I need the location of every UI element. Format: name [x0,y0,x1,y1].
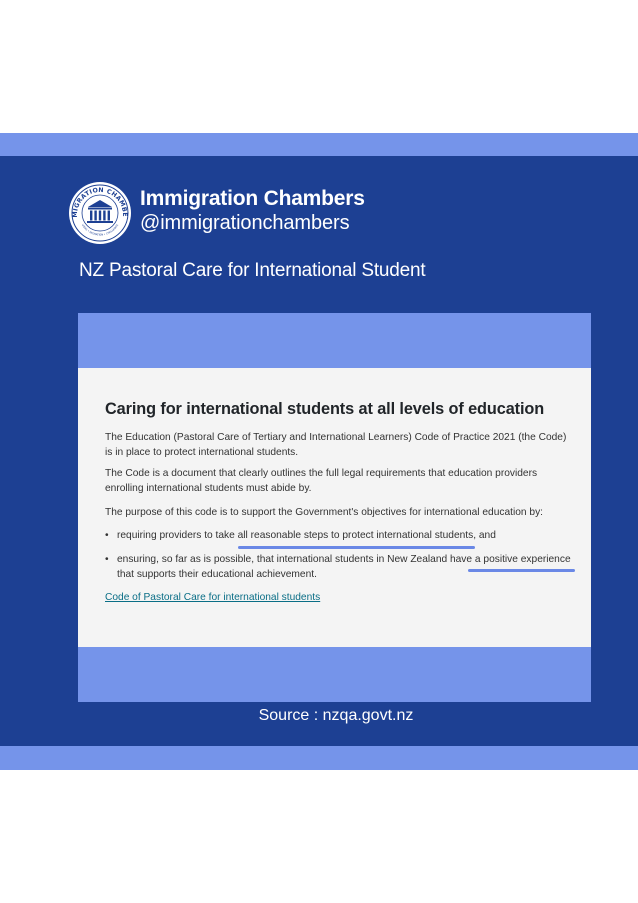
list-item-text: ensuring, so far as is possible, that international students in New Zealand have a positive experience that supports their educational achievement. [117,554,571,580]
bullet-marker: • [105,554,109,565]
card-paragraph-1: The Education (Pastoral Care of Tertiary and International Learners) Code of Practice 2021 (the Code) is in place to protect international students. [105,432,567,458]
source-caption: Source : nzqa.govt.nz [258,707,414,724]
card-title: Caring for international students at all levels of education [105,400,545,418]
highlight-underline [238,546,475,549]
immigration-chambers-logo [68,181,132,245]
list-item-text: requiring providers to take all reasonable steps to protect international students, and [117,530,496,541]
headline: NZ Pastoral Care for International Student [79,260,426,281]
brand-handle: @immigrationchambers [140,212,350,234]
top-band [0,133,638,156]
card-paragraph-3: The purpose of this code is to support the Government's objectives for international education by: [105,507,543,518]
code-of-pastoral-care-link[interactable]: Code of Pastoral Care for international students [105,592,321,603]
highlight-underline [468,569,575,572]
embedded-screenshot-card [78,368,591,647]
brand-name: Immigration Chambers [140,187,365,210]
logo-ring-text: MIGRATION CHAMBE [71,186,129,218]
bullet-marker: • [105,530,109,541]
logo-footer-text: VISAS • MIGRATION • CHALLENGE [80,223,120,237]
bottom-band [0,746,638,770]
card-paragraph-2: The Code is a document that clearly outlines the full legal requirements that education providers enrolling international students must abide by. [105,468,538,494]
